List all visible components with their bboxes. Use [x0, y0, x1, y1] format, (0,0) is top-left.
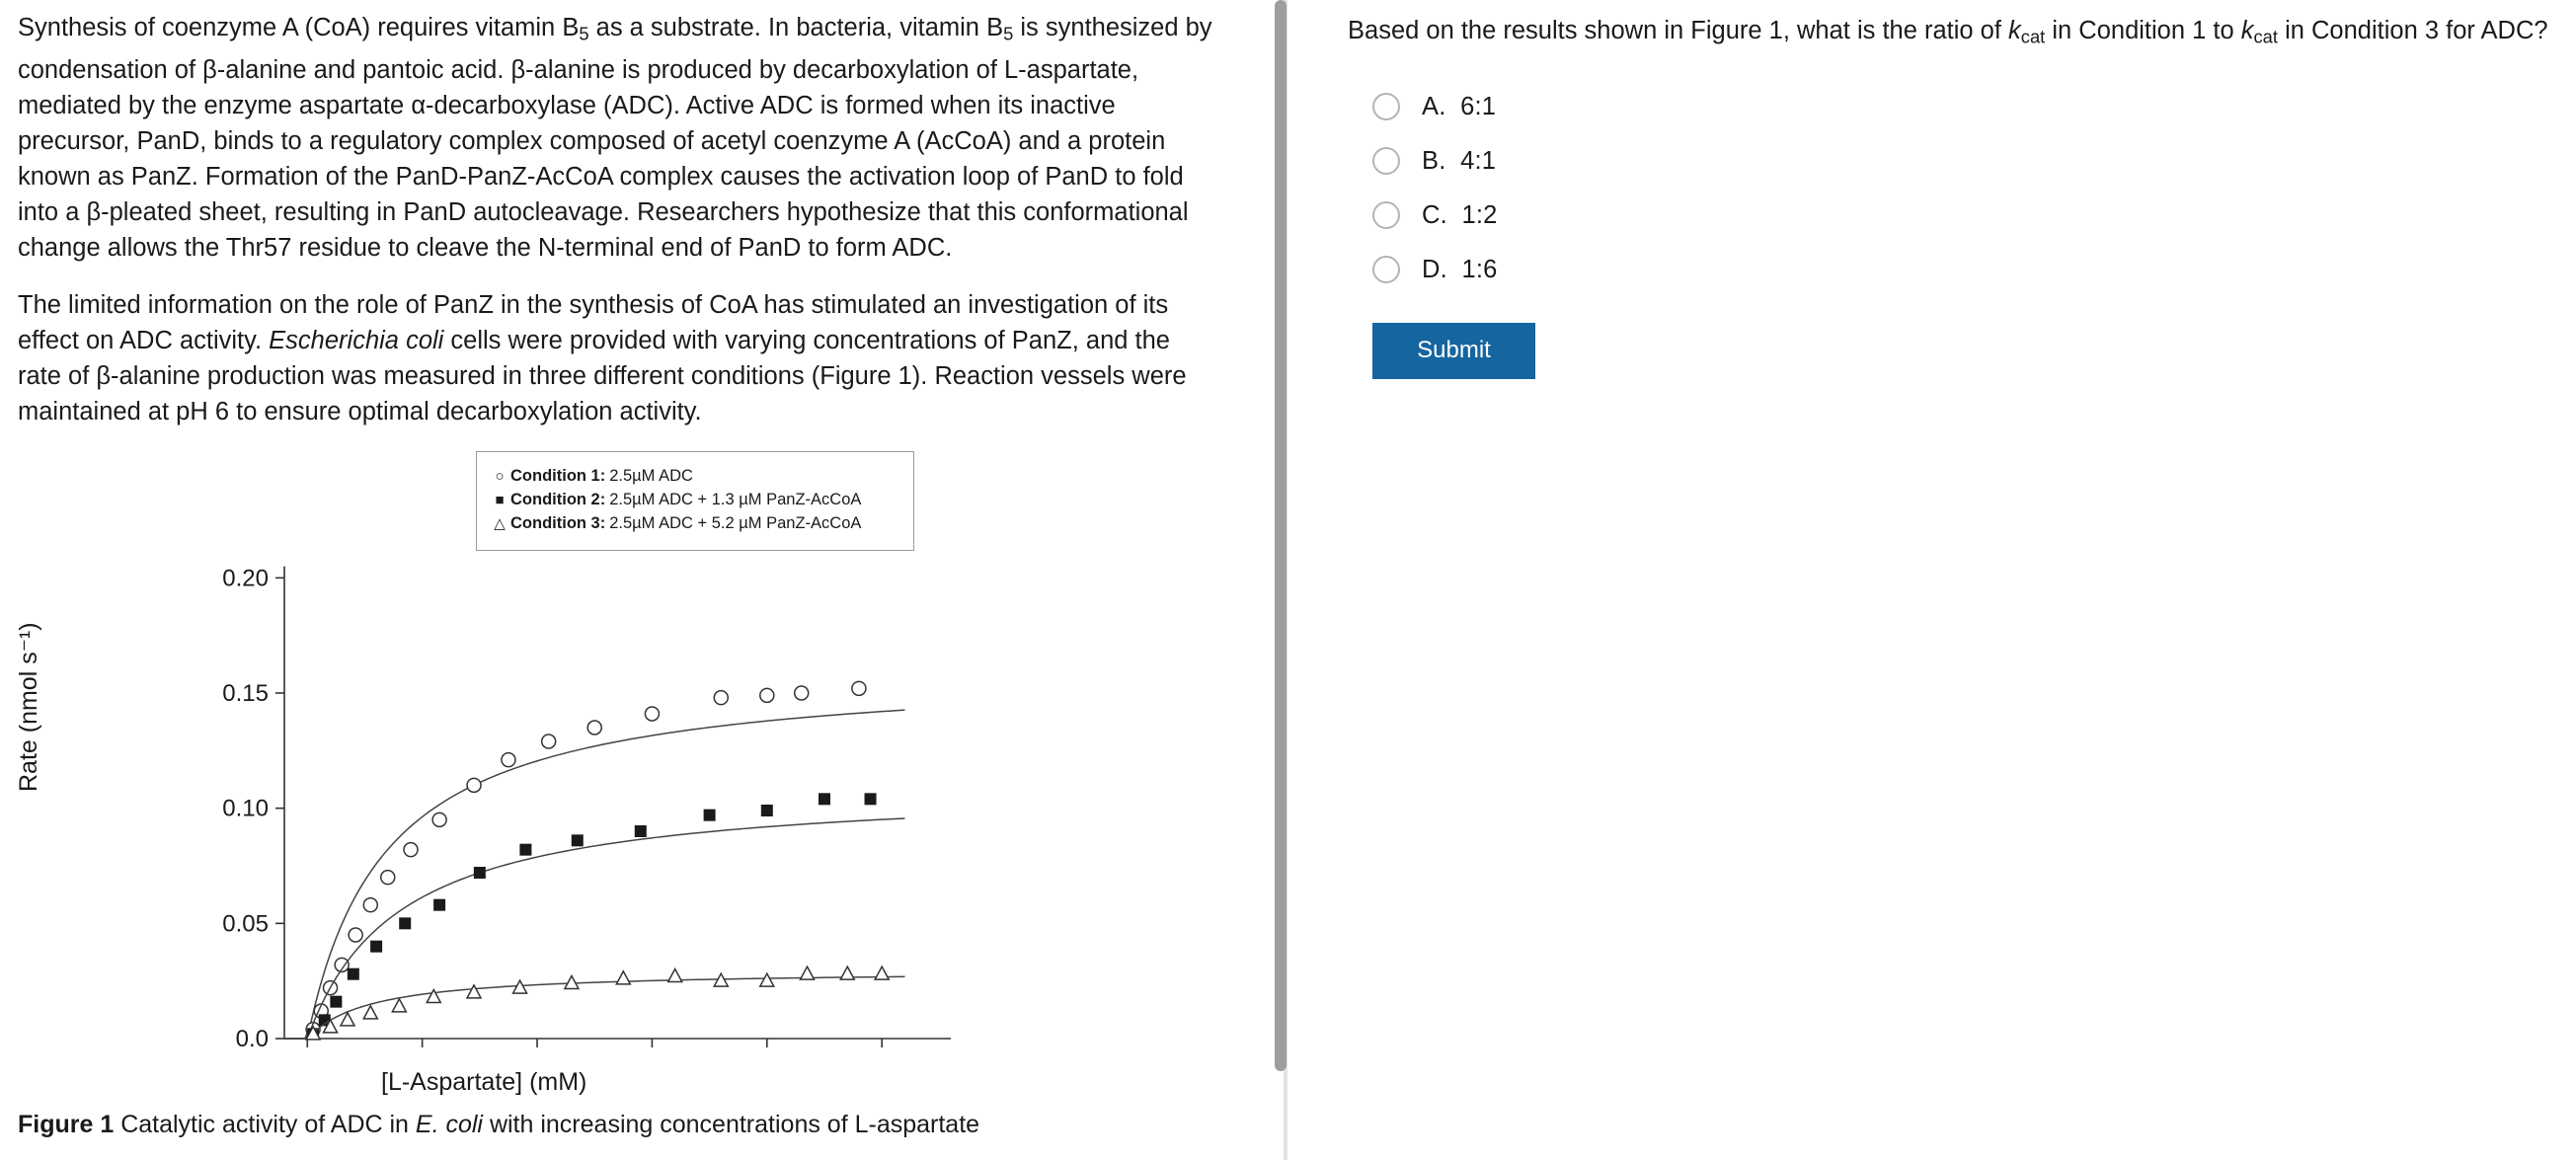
svg-text:0.1 [406, 1055, 438, 1058]
legend-label-condition-3: Condition 3: [510, 513, 606, 532]
answer-label-d: D. 1:6 [1422, 255, 1498, 283]
answer-choice-d[interactable] [1372, 243, 2576, 297]
legend-item-condition-1 [489, 467, 901, 486]
radio-button-b[interactable] [1372, 147, 1400, 175]
vertical-scrollbar-thumb[interactable] [1275, 0, 1287, 1071]
figure-caption [18, 1111, 979, 1139]
question-seg1: Based on the results shown in Figure 1, what is the ratio of [1348, 17, 2009, 44]
legend-item-condition-3 [489, 514, 901, 533]
passage-p2-seg1: The limited information on the role of PanZ in the synthesis of CoA has stimulated an investigation of its effect on ADC activity. [18, 290, 1169, 354]
passage-text [18, 10, 1284, 429]
answer-choices [1348, 80, 2576, 297]
svg-text:0.10: 0.10 [222, 795, 269, 822]
passage-paragraph-1 [18, 10, 1217, 266]
chart-ylabel: Rate (nmol s⁻¹) [15, 622, 42, 792]
figure-caption-bold: Figure 1 [18, 1111, 115, 1138]
open-circle-icon: ○ [495, 467, 505, 485]
legend-desc-condition-3: 2.5µM ADC + 5.2 µM PanZ-AcCoA [609, 513, 862, 532]
figure-caption-seg1: Catalytic activity of ADC in [114, 1111, 416, 1138]
passage-pane [0, 0, 1284, 1160]
submit-button[interactable]: Submit [1372, 323, 1535, 379]
chart-svg [18, 545, 1005, 1058]
passage-p1-seg1: Synthesis of coenzyme A (CoA) requires vitamin B [18, 14, 580, 41]
answer-label-b: B. 4:1 [1422, 146, 1497, 175]
chart-plot-area [15, 545, 1005, 1113]
figure-caption-italic: E. coli [415, 1111, 483, 1138]
passage-p1-sub1: 5 [579, 23, 589, 44]
chart-xlabel: [L-Aspartate] (mM) [381, 1067, 587, 1096]
svg-text:0.0: 0.0 [235, 1025, 269, 1052]
svg-text:0.05: 0.05 [222, 909, 269, 937]
question-seg2: in Condition 1 to [2045, 17, 2241, 44]
question-stem [1348, 14, 2576, 54]
legend-desc-condition-1: 2.5µM ADC [609, 466, 693, 485]
passage-p2-italic: Escherichia coli [269, 326, 444, 354]
passage-p1-seg2: as a substrate. In bacteria, vitamin B [588, 14, 1004, 41]
radio-button-d[interactable] [1372, 256, 1400, 283]
legend-label-condition-2: Condition 2: [510, 490, 606, 508]
filled-square-icon: ■ [495, 491, 505, 508]
figure-1 [15, 451, 1005, 1113]
question-kcat-2-sub: cat [2253, 26, 2278, 47]
answer-label-c: C. 1:2 [1422, 200, 1498, 229]
svg-text:0.2 [520, 1055, 553, 1058]
passage-p2-seg2: cells were provided with varying concentrations of PanZ, and the rate of β-alanine production was measured in three different conditions (Figure 1). Reaction vessels were maintained at pH 6 to ensure optimal decarboxylation activity. [18, 326, 1187, 425]
passage-p1-seg3: is synthesized by condensation of β-alanine and pantoic acid. β-alanine is produced by decarboxylation of L-aspartate, mediated by the enzyme aspartate α-decarboxylase (ADC). Active ADC is formed when its inactive precursor, PanD, binds to a regulatory complex composed of acetyl coenzyme A (AcCoA) and a protein known as PanZ. Formation of the PanD-PanZ-AcCoA complex causes the activation loop of PanD to fold into a β-pleated sheet, resulting in PanD autocleavage. Researchers hypothesize that this conformational change allows the Thr57 residue to cleave the N-terminal end of PanD to form ADC. [18, 14, 1212, 262]
svg-text:0.15: 0.15 [222, 679, 269, 707]
question-pane [1328, 0, 2576, 1160]
legend-item-condition-2 [489, 491, 901, 509]
answer-choice-c[interactable] [1372, 189, 2576, 243]
question-seg3: in Condition 3 for ADC? [2278, 17, 2548, 44]
legend-label-condition-1: Condition 1: [510, 466, 606, 485]
passage-paragraph-2 [18, 287, 1217, 429]
legend-desc-condition-2: 2.5µM ADC + 1.3 µM PanZ-AcCoA [609, 490, 862, 508]
question-kcat-1-sub: cat [2020, 26, 2046, 47]
figure-caption-seg2: with increasing concentrations of L-aspartate [483, 1111, 980, 1138]
open-triangle-icon: △ [494, 514, 506, 532]
answer-choice-b[interactable] [1372, 134, 2576, 189]
answer-label-a: A. 6:1 [1422, 92, 1497, 120]
passage-p1-sub2: 5 [1003, 23, 1014, 44]
answer-choice-a[interactable] [1372, 80, 2576, 134]
svg-text:0.20: 0.20 [222, 564, 269, 591]
svg-text:0.5 [865, 1055, 898, 1058]
svg-text:0.0 [291, 1055, 324, 1058]
svg-text:0.4 [750, 1055, 783, 1058]
question-kcat-2-k: k [2240, 17, 2254, 44]
radio-button-a[interactable] [1372, 93, 1400, 120]
svg-text:0.3 [636, 1055, 668, 1058]
chart-legend [476, 451, 914, 551]
question-kcat-1-k: k [2008, 17, 2021, 44]
radio-button-c[interactable] [1372, 201, 1400, 229]
